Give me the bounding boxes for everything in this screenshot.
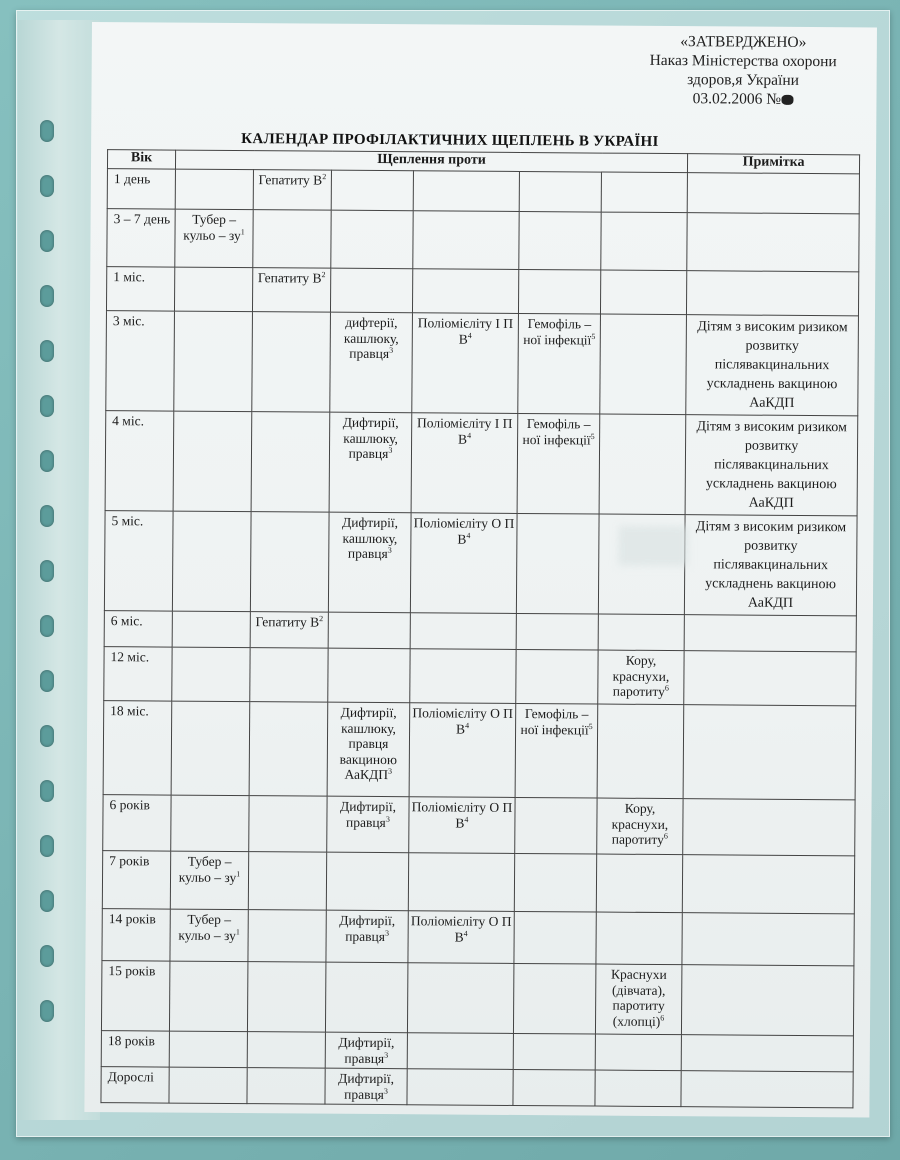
vaccine-cell-c4 — [407, 1069, 513, 1106]
vaccine-cell-c6 — [596, 912, 682, 965]
vaccine-cell-c3 — [325, 1032, 407, 1069]
age-cell: Дорослі — [101, 1067, 169, 1103]
note-cell — [684, 615, 856, 652]
binder-hole — [40, 1000, 54, 1022]
footnote-marker: 5 — [590, 431, 595, 441]
vaccine-cell-c4 — [412, 313, 519, 414]
vaccine-cell-c2 — [251, 412, 330, 513]
footnote-marker: 4 — [463, 928, 468, 938]
vaccine-cell-c6 — [595, 1070, 681, 1107]
vaccine-text: Гемофіль – ної інфекції — [522, 416, 591, 447]
vaccine-cell-c2 — [247, 1068, 325, 1105]
footnote-marker: 2 — [322, 172, 327, 182]
vaccine-cell-c6 — [597, 704, 684, 799]
vaccine-text: Кору, краснухи, паротиту — [611, 800, 669, 848]
note-cell — [683, 705, 856, 800]
vaccine-cell-c2 — [249, 702, 328, 797]
note-cell — [681, 1071, 853, 1108]
vaccine-cell-c1 — [171, 701, 250, 796]
vaccine-cell-c1 — [172, 647, 250, 702]
footnote-marker: 3 — [384, 1050, 389, 1060]
age-cell: 5 міс. — [104, 511, 173, 611]
note-cell — [682, 855, 854, 914]
vaccine-cell-c2 — [253, 170, 331, 211]
document-title: КАЛЕНДАР ПРОФІЛАКТИЧНИХ ЩЕПЛЕНЬ В УКРАЇНІ — [241, 131, 659, 150]
vaccine-cell-c1 — [170, 909, 248, 962]
vaccine-cell-c5 — [519, 211, 601, 270]
footnote-marker: 3 — [388, 766, 393, 776]
footnote-marker: 5 — [591, 331, 596, 341]
vaccine-cell-c2 — [247, 1032, 325, 1069]
table-row — [107, 209, 859, 272]
footnote-marker: 5 — [588, 721, 593, 731]
table-row — [101, 1067, 853, 1108]
age-cell: 3 – 7 день — [107, 209, 175, 267]
vaccine-cell-c3 — [331, 210, 413, 269]
binder-hole — [40, 175, 54, 197]
vaccine-text: Кору, краснухи, паротиту — [612, 652, 670, 700]
age-cell: 18 міс. — [103, 701, 172, 795]
binder-hole — [40, 615, 54, 637]
vaccine-cell-c5 — [515, 703, 598, 798]
vaccine-text: Поліомієліту І П В — [417, 315, 514, 347]
binder-hole — [40, 945, 54, 967]
vaccine-text: Тубер – кульо – зу — [183, 211, 241, 243]
vaccine-cell-c1 — [169, 1067, 247, 1104]
note-cell — [681, 965, 853, 1036]
footnote-marker: 4 — [467, 430, 472, 440]
vaccine-cell-c3 — [328, 648, 410, 703]
vaccine-cell-c6 — [595, 1034, 681, 1071]
note-cell: Дітям з високим ризиком розвитку післявакцинальних ускладнень вакциною АаКДП — [686, 315, 859, 416]
note-cell — [681, 1035, 853, 1072]
vaccine-cell-c3 — [330, 312, 413, 413]
footnote-marker: 6 — [663, 831, 668, 841]
vaccine-cell-c4 — [407, 963, 513, 1034]
vaccine-cell-c6 — [600, 270, 686, 315]
vaccine-text: дифтерії, кашлюку, правця — [343, 314, 399, 362]
binder-hole — [40, 450, 54, 472]
vaccine-cell-c4 — [408, 853, 514, 912]
header-vaccination: Щеплення проти — [175, 150, 687, 173]
approval-line-2: Наказ Міністерства охорони — [649, 51, 837, 71]
table-row — [103, 795, 855, 856]
footnote-marker: 1 — [236, 869, 241, 879]
binder-hole — [40, 285, 54, 307]
note-cell: Дітям з високим ризиком розвитку післявакцинальних ускладнень вакциною АаКДП — [685, 415, 858, 516]
vaccine-cell-c2 — [250, 612, 328, 649]
footnote-marker: 4 — [467, 330, 472, 340]
table-row — [106, 311, 859, 416]
vaccine-text: Тубер – кульо – зу — [178, 911, 236, 943]
age-cell: 6 міс. — [104, 611, 172, 647]
vaccine-text: Тубер – кульо – зу — [178, 853, 237, 885]
vaccine-cell-c1 — [175, 209, 253, 268]
binder-hole — [40, 725, 54, 747]
vaccine-cell-c1 — [173, 411, 252, 512]
vaccine-cell-c5 — [517, 413, 600, 514]
note-cell: Дітям з високим ризиком розвитку післявакцинальних ускладнень вакциною АаКДП — [684, 515, 857, 616]
footnote-marker: 3 — [385, 814, 390, 824]
note-cell — [683, 799, 855, 856]
table-body — [101, 169, 860, 1108]
vaccine-cell-c6 — [597, 798, 683, 855]
vaccine-cell-c3 — [327, 702, 410, 797]
vaccine-text: Поліомієліту О П В — [412, 705, 514, 737]
vaccine-cell-c4 — [413, 211, 519, 270]
footnote-marker: 1 — [235, 927, 240, 937]
vaccine-text: Дифтирії, правця — [340, 798, 397, 830]
faded-smudge — [618, 526, 688, 566]
age-cell: 7 років — [102, 851, 170, 909]
footnote-marker: 4 — [464, 814, 469, 824]
vaccine-cell-c1 — [169, 1031, 247, 1068]
header-note: Примітка — [687, 154, 859, 174]
vaccine-cell-c4 — [409, 797, 515, 854]
approval-line-1: «ЗАТВЕРДЖЕНО» — [680, 33, 807, 51]
vaccine-cell-c3 — [327, 796, 409, 853]
vaccine-cell-c5 — [514, 853, 596, 912]
vaccine-text: Гепатиту В — [258, 172, 323, 188]
vaccine-cell-c3 — [328, 612, 410, 649]
vaccine-cell-c1 — [174, 311, 253, 412]
binder-hole — [40, 890, 54, 912]
vaccine-cell-c1 — [170, 851, 248, 910]
vaccine-cell-c1 — [172, 611, 250, 648]
vaccination-calendar-table — [100, 149, 860, 1108]
vaccine-cell-c6 — [595, 964, 682, 1035]
vaccine-cell-c6 — [601, 212, 687, 271]
binder-hole — [40, 505, 54, 527]
table-row — [104, 511, 857, 616]
vaccine-text: Гемофіль – ної інфекції — [523, 316, 592, 347]
vaccine-text: Гепатиту В — [257, 270, 322, 286]
note-cell — [687, 173, 859, 214]
vaccine-cell-c4 — [413, 171, 519, 212]
table-row — [104, 611, 856, 652]
vaccine-text: Дифтирії, правця — [339, 912, 396, 944]
vaccine-cell-c5 — [513, 1033, 595, 1070]
vaccine-cell-c5 — [513, 963, 595, 1034]
binder-hole — [40, 340, 54, 362]
footnote-marker: 2 — [321, 270, 326, 280]
binder-hole — [40, 120, 54, 142]
vaccine-cell-c5 — [519, 171, 601, 212]
age-cell: 15 років — [101, 961, 169, 1031]
vaccine-text: Дифтирії, кашлюку, правця — [342, 414, 399, 462]
table-row — [103, 701, 856, 800]
age-cell: 18 років — [101, 1031, 169, 1067]
vaccine-cell-c4 — [410, 613, 516, 650]
age-cell: 12 міс. — [104, 647, 172, 701]
age-cell: 1 день — [107, 169, 175, 209]
header-age: Вік — [107, 150, 175, 169]
vaccine-text: Дифтирії, кашлюку, правця вакциною АаКДП — [339, 704, 398, 783]
binder-hole — [40, 230, 54, 252]
vaccine-cell-c1 — [172, 511, 251, 612]
vaccine-cell-c4 — [411, 413, 518, 514]
vaccine-cell-c4 — [409, 703, 516, 798]
vaccine-cell-c5 — [514, 911, 596, 964]
vaccine-cell-c6 — [601, 172, 687, 213]
vaccine-cell-c5 — [518, 269, 600, 314]
vaccine-cell-c5 — [516, 513, 599, 614]
vaccine-text: Дифтирії, правця — [338, 1034, 395, 1066]
binder-hole — [40, 670, 54, 692]
vaccine-cell-c5 — [518, 313, 601, 414]
table-row — [107, 169, 859, 214]
vaccine-cell-c6 — [598, 614, 684, 651]
vaccine-cell-c1 — [169, 961, 247, 1032]
footnote-marker: 3 — [387, 545, 392, 555]
vaccine-text: Краснухи (дівчата), паротиту (хлопці) — [610, 966, 667, 1029]
footnote-marker: 3 — [383, 1086, 388, 1096]
table-row — [101, 961, 853, 1036]
vaccine-text: Поліомієліту О П В — [410, 913, 512, 945]
vaccine-text: Дифтирії, кашлюку, правця — [341, 514, 399, 562]
vaccine-cell-c3 — [330, 268, 412, 313]
vaccine-text: Поліомієліту І П В — [416, 415, 513, 447]
vaccine-cell-c6 — [598, 650, 684, 705]
vaccine-cell-c3 — [326, 910, 408, 963]
vaccine-cell-c5 — [516, 649, 598, 704]
vaccine-cell-c3 — [325, 962, 407, 1033]
vaccine-cell-c2 — [252, 312, 331, 413]
table-row — [105, 411, 858, 516]
vaccine-cell-c5 — [513, 1069, 595, 1106]
vaccine-cell-c3 — [331, 170, 413, 211]
vaccine-cell-c4 — [407, 1033, 513, 1070]
table-row — [104, 647, 856, 706]
footnote-marker: 2 — [319, 614, 324, 624]
vaccine-cell-c3 — [328, 512, 411, 613]
vaccine-cell-c2 — [253, 210, 331, 269]
vaccine-cell-c3 — [326, 852, 408, 911]
vaccine-text: Дифтирії, правця — [338, 1070, 395, 1102]
vaccine-cell-c2 — [248, 852, 326, 911]
vaccine-cell-c4 — [412, 269, 518, 314]
table-row — [106, 267, 858, 316]
age-cell: 3 міс. — [106, 311, 175, 411]
vaccine-text: Поліомієліту О П В — [411, 799, 513, 831]
vaccine-cell-c2 — [249, 796, 327, 853]
table-row — [102, 909, 854, 966]
approval-line-4: 03.02.2006 № — [649, 89, 836, 109]
vaccine-cell-c4 — [410, 649, 516, 704]
vaccine-cell-c3 — [329, 412, 412, 513]
age-cell: 14 років — [102, 909, 170, 961]
document-sheet — [84, 22, 877, 1117]
footnote-marker: 3 — [389, 345, 394, 355]
footnote-marker: 6 — [664, 683, 669, 693]
vaccine-cell-c2 — [250, 512, 329, 613]
binder-hole — [40, 780, 54, 802]
approval-stamp — [649, 32, 837, 109]
vaccine-cell-c6 — [599, 414, 686, 515]
vaccine-cell-c5 — [516, 613, 598, 650]
vaccine-cell-c6 — [596, 854, 682, 913]
binder-hole — [40, 560, 54, 582]
note-cell — [687, 213, 859, 272]
vaccine-cell-c1 — [175, 169, 253, 210]
vaccine-cell-c6 — [600, 314, 687, 415]
footnote-marker: 4 — [465, 720, 470, 730]
vaccine-cell-c2 — [250, 648, 328, 703]
ink-blot — [781, 95, 793, 105]
vaccine-cell-c2 — [248, 910, 326, 963]
vaccine-cell-c2 — [247, 962, 325, 1033]
binder-hole — [40, 835, 54, 857]
footnote-marker: 6 — [660, 1012, 665, 1023]
vaccine-text: Гемофіль – ної інфекції — [520, 706, 589, 737]
vaccine-cell-c2 — [252, 268, 330, 313]
footnote-marker: 3 — [388, 445, 393, 455]
vaccine-text: Поліомієліту О П В — [413, 515, 515, 547]
age-cell: 1 міс. — [106, 267, 174, 311]
approval-line-3: здоров,я України — [687, 71, 800, 89]
vaccine-cell-c1 — [174, 267, 252, 312]
note-cell — [686, 271, 858, 316]
binder-hole — [40, 395, 54, 417]
vaccine-cell-c4 — [408, 911, 514, 964]
age-cell: 4 міс. — [105, 411, 174, 511]
vaccine-cell-c5 — [515, 797, 597, 854]
note-cell — [684, 651, 856, 706]
footnote-marker: 4 — [466, 530, 471, 540]
note-cell — [682, 913, 854, 966]
vaccine-cell-c4 — [410, 513, 517, 614]
vaccine-text: Гепатиту В — [255, 614, 320, 630]
table-row — [102, 851, 854, 914]
age-cell: 6 років — [103, 795, 171, 851]
footnote-marker: 1 — [240, 227, 245, 237]
table-row — [101, 1031, 853, 1072]
vaccine-cell-c3 — [325, 1068, 407, 1105]
footnote-marker: 3 — [385, 928, 390, 938]
vaccine-cell-c1 — [171, 795, 249, 852]
